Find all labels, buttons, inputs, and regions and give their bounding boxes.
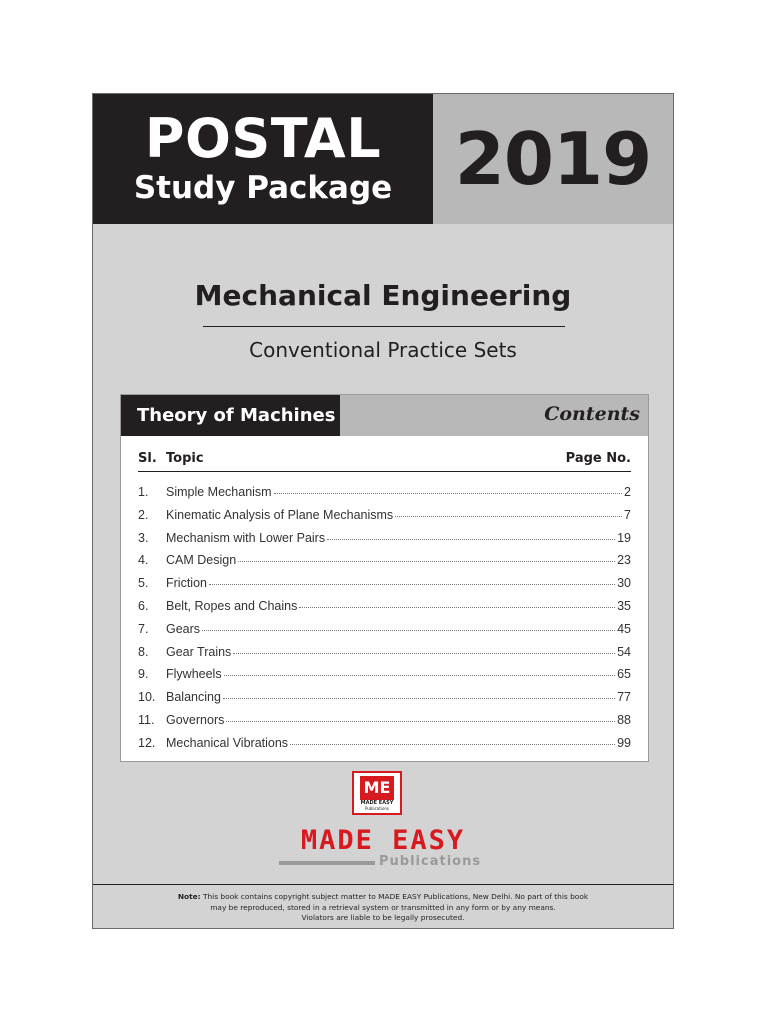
contents-row <box>138 736 631 759</box>
row-page-number: 88 <box>617 712 631 727</box>
contents-row <box>138 576 631 599</box>
row-page-number: 7 <box>624 507 631 522</box>
row-leader-dots <box>233 644 615 654</box>
note-label: Note: <box>177 892 201 901</box>
row-leader-dots <box>226 712 615 722</box>
row-leader-dots <box>238 552 615 562</box>
row-number: 5. <box>138 576 149 591</box>
row-leader-dots <box>395 507 622 517</box>
row-page-number: 23 <box>617 553 631 568</box>
row-topic: Flywheels <box>166 667 222 682</box>
series-title: Conventional Practice Sets <box>249 338 517 362</box>
row-topic: Belt, Ropes and Chains <box>166 598 298 613</box>
contents-row <box>138 667 631 690</box>
banner-right <box>433 94 673 224</box>
row-number: 3. <box>138 530 149 545</box>
row-number: 1. <box>138 485 149 499</box>
contents-row <box>138 531 631 554</box>
row-number: 10. <box>138 690 156 705</box>
contents-label: Contents <box>544 403 640 425</box>
note-divider <box>93 884 673 885</box>
row-leader-dots <box>290 735 615 745</box>
logo-tiny-text: MADE EASY <box>360 800 394 806</box>
row-leader-dots <box>327 530 615 540</box>
note-line-1: This book contains copyright subject matter to MADE EASY Publications, New Delhi. No part of this book <box>202 892 589 901</box>
row-page-number: 99 <box>617 735 631 750</box>
row-leader-dots <box>224 666 616 676</box>
row-topic: Mechanical Vibrations <box>166 735 289 750</box>
logo-glyph: ME <box>360 776 394 800</box>
contents-row <box>138 713 631 736</box>
contents-row <box>138 553 631 576</box>
publisher-logo <box>352 771 402 815</box>
row-topic: Mechanism with Lower Pairs <box>166 530 326 545</box>
brand-rule <box>279 861 375 865</box>
header-topic: Topic <box>166 451 204 466</box>
table-header <box>138 451 631 472</box>
row-topic: CAM Design <box>166 553 237 568</box>
row-leader-dots <box>202 621 615 631</box>
row-topic: Simple Mechanism <box>166 485 272 499</box>
row-number: 2. <box>138 507 149 522</box>
banner-title: POSTAL <box>144 107 382 170</box>
row-topic: Balancing <box>166 690 221 705</box>
row-page-number: 35 <box>617 598 631 613</box>
row-number: 12. <box>138 735 156 750</box>
contents-row <box>138 622 631 645</box>
row-leader-dots <box>223 689 615 699</box>
banner-left <box>93 94 433 224</box>
row-number: 11. <box>138 712 155 727</box>
contents-row <box>138 599 631 622</box>
subject-underline <box>203 326 565 327</box>
contents-row <box>138 690 631 713</box>
brand-sub: Publications <box>379 854 482 869</box>
row-topic: Gears <box>166 621 201 636</box>
contents-box <box>120 394 649 762</box>
row-page-number: 2 <box>624 485 631 499</box>
row-page-number: 77 <box>617 690 631 705</box>
contents-row <box>138 508 631 531</box>
row-page-number: 19 <box>617 530 631 545</box>
row-page-number: 54 <box>617 644 631 659</box>
row-leader-dots <box>209 575 615 585</box>
row-leader-dots <box>274 484 622 494</box>
section-title: Theory of Machines <box>121 395 340 436</box>
row-topic: Governors <box>166 712 225 727</box>
row-page-number: 45 <box>617 621 631 636</box>
contents-header <box>121 395 648 436</box>
banner-subtitle: Study Package <box>133 170 393 206</box>
row-topic: Friction <box>166 576 207 591</box>
banner-year: 2019 <box>454 117 652 201</box>
contents-row <box>138 485 631 508</box>
row-leader-dots <box>299 598 615 608</box>
header-sl: Sl. <box>138 451 157 466</box>
contents-list <box>138 485 631 759</box>
row-topic: Gear Trains <box>166 644 232 659</box>
note-line-2: may be reproduced, stored in a retrieval system or transmitted in any form or by any means. <box>210 902 556 912</box>
row-number: 8. <box>138 644 149 659</box>
row-number: 7. <box>138 621 149 636</box>
row-number: 9. <box>138 667 149 682</box>
row-page-number: 30 <box>617 576 631 591</box>
header-page: Page No. <box>565 451 631 466</box>
contents-row <box>138 645 631 668</box>
subject-title: Mechanical Engineering <box>194 279 572 312</box>
copyright-note <box>123 892 643 924</box>
brand-name: MADE EASY <box>300 825 466 856</box>
book-cover <box>92 93 674 929</box>
row-number: 4. <box>138 553 149 568</box>
note-line-3: Violators are liable to be legally prosecuted. <box>301 913 465 922</box>
row-number: 6. <box>138 598 149 613</box>
row-page-number: 65 <box>617 667 631 682</box>
row-topic: Kinematic Analysis of Plane Mechanisms <box>166 507 394 522</box>
logo-tiny-sub: Publications <box>364 806 390 811</box>
